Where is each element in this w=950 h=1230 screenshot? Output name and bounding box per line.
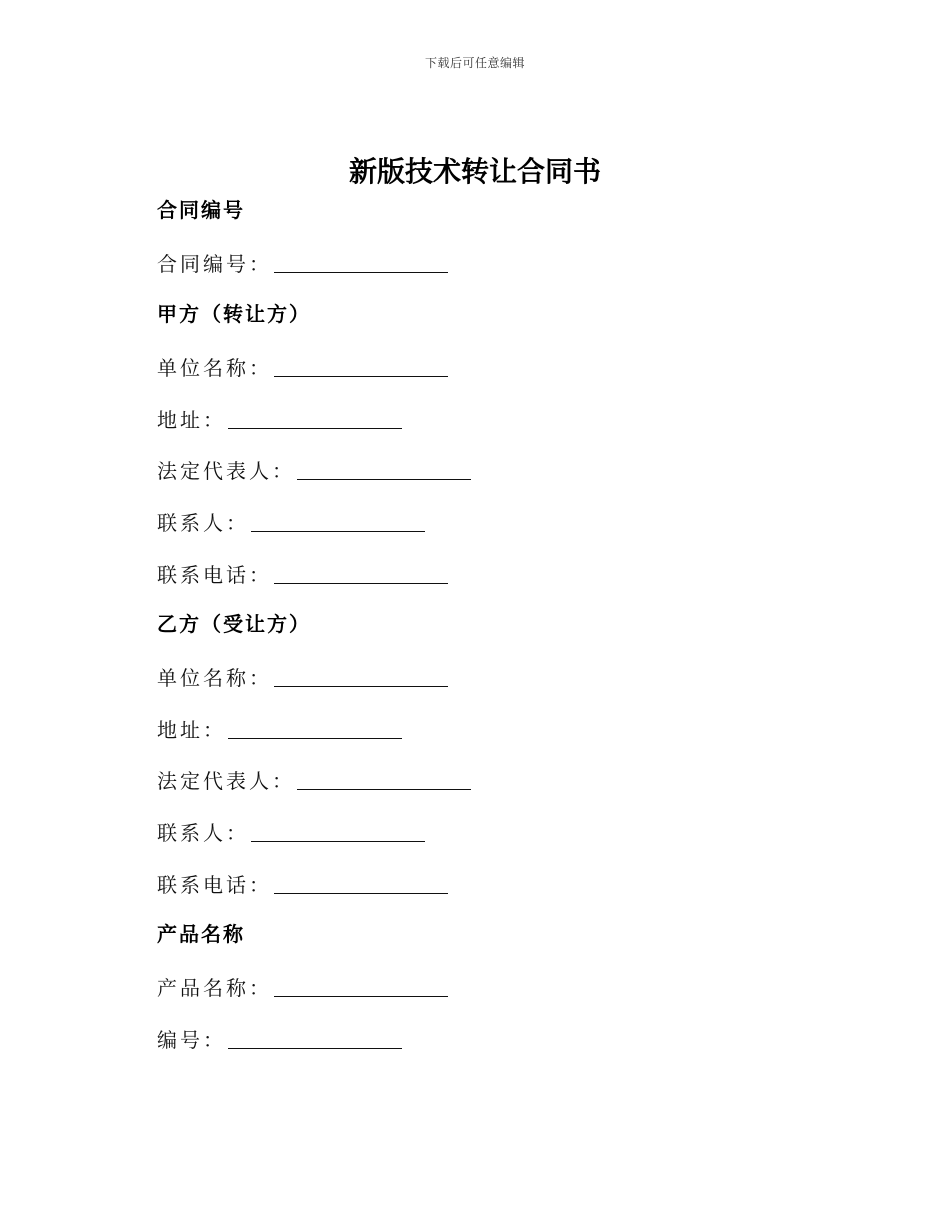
- field-row-party-b-address: [157, 716, 402, 742]
- fill-in-blank[interactable]: [274, 873, 448, 894]
- field-label: 法定代表人：: [157, 769, 295, 793]
- field-row-party-b-phone: [157, 871, 448, 897]
- fill-in-blank[interactable]: [228, 718, 402, 739]
- field-label: 联系电话：: [157, 563, 272, 587]
- field-label: 地址：: [157, 408, 226, 432]
- page-header-note: 下载后可任意编辑: [424, 56, 525, 70]
- field-label: 单位名称：: [157, 666, 272, 690]
- field-row-party-a-address: [157, 406, 402, 432]
- field-row-product-number: [157, 1026, 402, 1052]
- section-heading-contract-number: 合同编号: [157, 198, 245, 222]
- field-label: 编号：: [157, 1028, 226, 1052]
- field-label: 单位名称：: [157, 356, 272, 380]
- field-row-product-name: [157, 974, 448, 1000]
- field-label: 联系人：: [157, 511, 249, 535]
- field-row-party-b-company-name: [157, 664, 448, 690]
- field-row-party-a-contact-person: [157, 509, 425, 535]
- fill-in-blank[interactable]: [251, 821, 425, 842]
- field-label: 法定代表人：: [157, 459, 295, 483]
- fill-in-blank[interactable]: [274, 976, 448, 997]
- field-row-party-a-phone: [157, 561, 448, 587]
- fill-in-blank[interactable]: [251, 511, 425, 532]
- fill-in-blank[interactable]: [274, 252, 448, 273]
- field-label: 联系电话：: [157, 873, 272, 897]
- section-heading-product-name: 产品名称: [157, 922, 245, 946]
- section-heading-party-b: 乙方（受让方）: [157, 612, 311, 636]
- field-row-party-b-legal-representative: [157, 767, 471, 793]
- fill-in-blank[interactable]: [228, 1028, 402, 1049]
- field-row-party-a-legal-representative: [157, 457, 471, 483]
- field-label: 合同编号：: [157, 252, 272, 276]
- field-label: 产品名称：: [157, 976, 272, 1000]
- fill-in-blank[interactable]: [274, 356, 448, 377]
- document-title: 新版技术转让合同书: [348, 155, 601, 188]
- field-row-party-b-contact-person: [157, 819, 425, 845]
- fill-in-blank[interactable]: [274, 666, 448, 687]
- field-label: 地址：: [157, 718, 226, 742]
- fill-in-blank[interactable]: [274, 563, 448, 584]
- fill-in-blank[interactable]: [297, 769, 471, 790]
- fill-in-blank[interactable]: [297, 459, 471, 480]
- field-row-party-a-company-name: [157, 354, 448, 380]
- section-heading-party-a: 甲方（转让方）: [157, 302, 311, 326]
- field-row-contract-number: [157, 250, 448, 276]
- field-label: 联系人：: [157, 821, 249, 845]
- fill-in-blank[interactable]: [228, 408, 402, 429]
